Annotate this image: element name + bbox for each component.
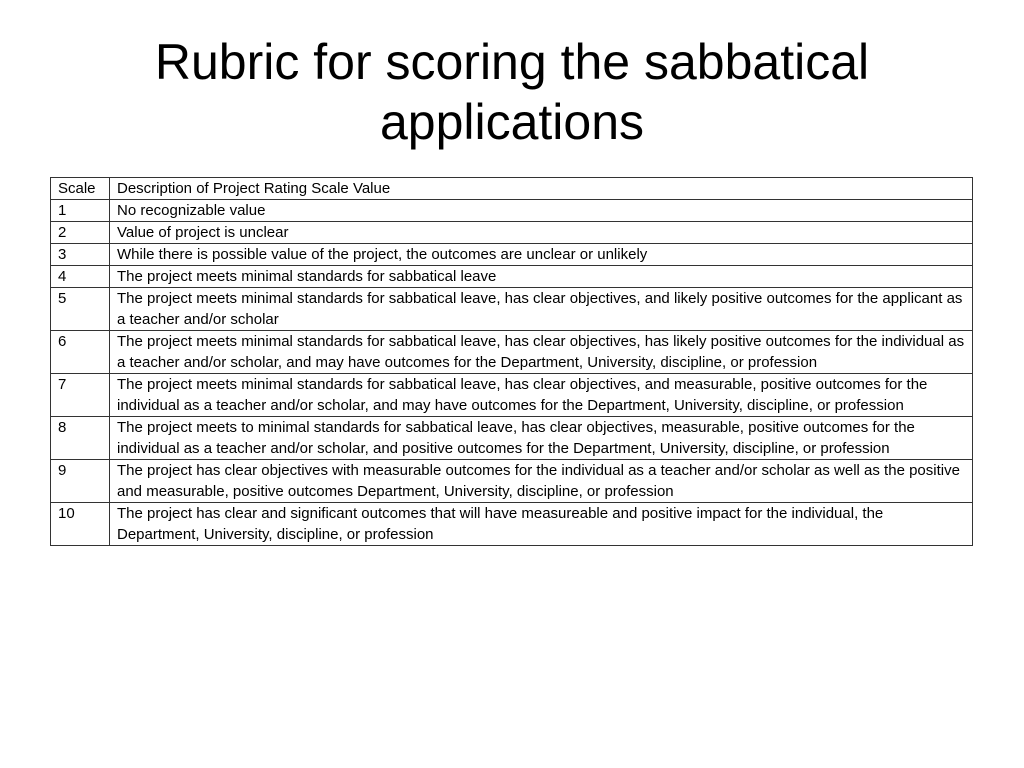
description-cell: The project meets to minimal standards for sabbatical leave, has clear objectives, measurable, positive outcomes for the individual as a teacher and/or scholar, and positive outcomes for the Department, University, discipline, or profession — [110, 417, 973, 460]
slide-title — [0, 32, 1024, 152]
scale-cell: 6 — [51, 331, 110, 374]
rubric-table — [50, 177, 973, 546]
table-row — [51, 244, 973, 266]
table-row — [51, 266, 973, 288]
table-row — [51, 222, 973, 244]
table-row — [51, 417, 973, 460]
description-cell: While there is possible value of the project, the outcomes are unclear or unlikely — [110, 244, 973, 266]
description-cell: The project meets minimal standards for sabbatical leave, has clear objectives, has likely positive outcomes for the individual as a teacher and/or scholar, and may have outcomes for the Department, University, discipline, or profession — [110, 331, 973, 374]
scale-cell: 3 — [51, 244, 110, 266]
scale-cell: 9 — [51, 460, 110, 503]
table-row — [51, 200, 973, 222]
description-cell: No recognizable value — [110, 200, 973, 222]
scale-cell: 4 — [51, 266, 110, 288]
scale-cell: 2 — [51, 222, 110, 244]
scale-cell: 5 — [51, 288, 110, 331]
description-cell: Value of project is unclear — [110, 222, 973, 244]
table-row — [51, 503, 973, 546]
header-scale: Scale — [51, 178, 110, 200]
header-description: Description of Project Rating Scale Value — [110, 178, 973, 200]
description-cell: The project meets minimal standards for sabbatical leave, has clear objectives, and likely positive outcomes for the applicant as a teacher and/or scholar — [110, 288, 973, 331]
slide-title-line-2: applications — [379, 94, 645, 150]
scale-cell: 8 — [51, 417, 110, 460]
scale-cell: 1 — [51, 200, 110, 222]
slide-title-line-1: Rubric for scoring the sabbatical — [154, 34, 870, 90]
description-cell: The project has clear and significant outcomes that will have measureable and positive impact for the individual, the Department, University, discipline, or profession — [110, 503, 973, 546]
description-cell: The project meets minimal standards for sabbatical leave, has clear objectives, and measurable, positive outcomes for the individual as a teacher and/or scholar, and may have outcomes for the Department, University, discipline, or profession — [110, 374, 973, 417]
table-row — [51, 374, 973, 417]
table-row — [51, 460, 973, 503]
table-row — [51, 288, 973, 331]
scale-cell: 7 — [51, 374, 110, 417]
description-cell: The project has clear objectives with measurable outcomes for the individual as a teacher and/or scholar as well as the positive and measurable, positive outcomes Department, University, discipline, or profession — [110, 460, 973, 503]
table-row — [51, 331, 973, 374]
scale-cell: 10 — [51, 503, 110, 546]
table-header-row — [51, 178, 973, 200]
description-cell: The project meets minimal standards for sabbatical leave — [110, 266, 973, 288]
